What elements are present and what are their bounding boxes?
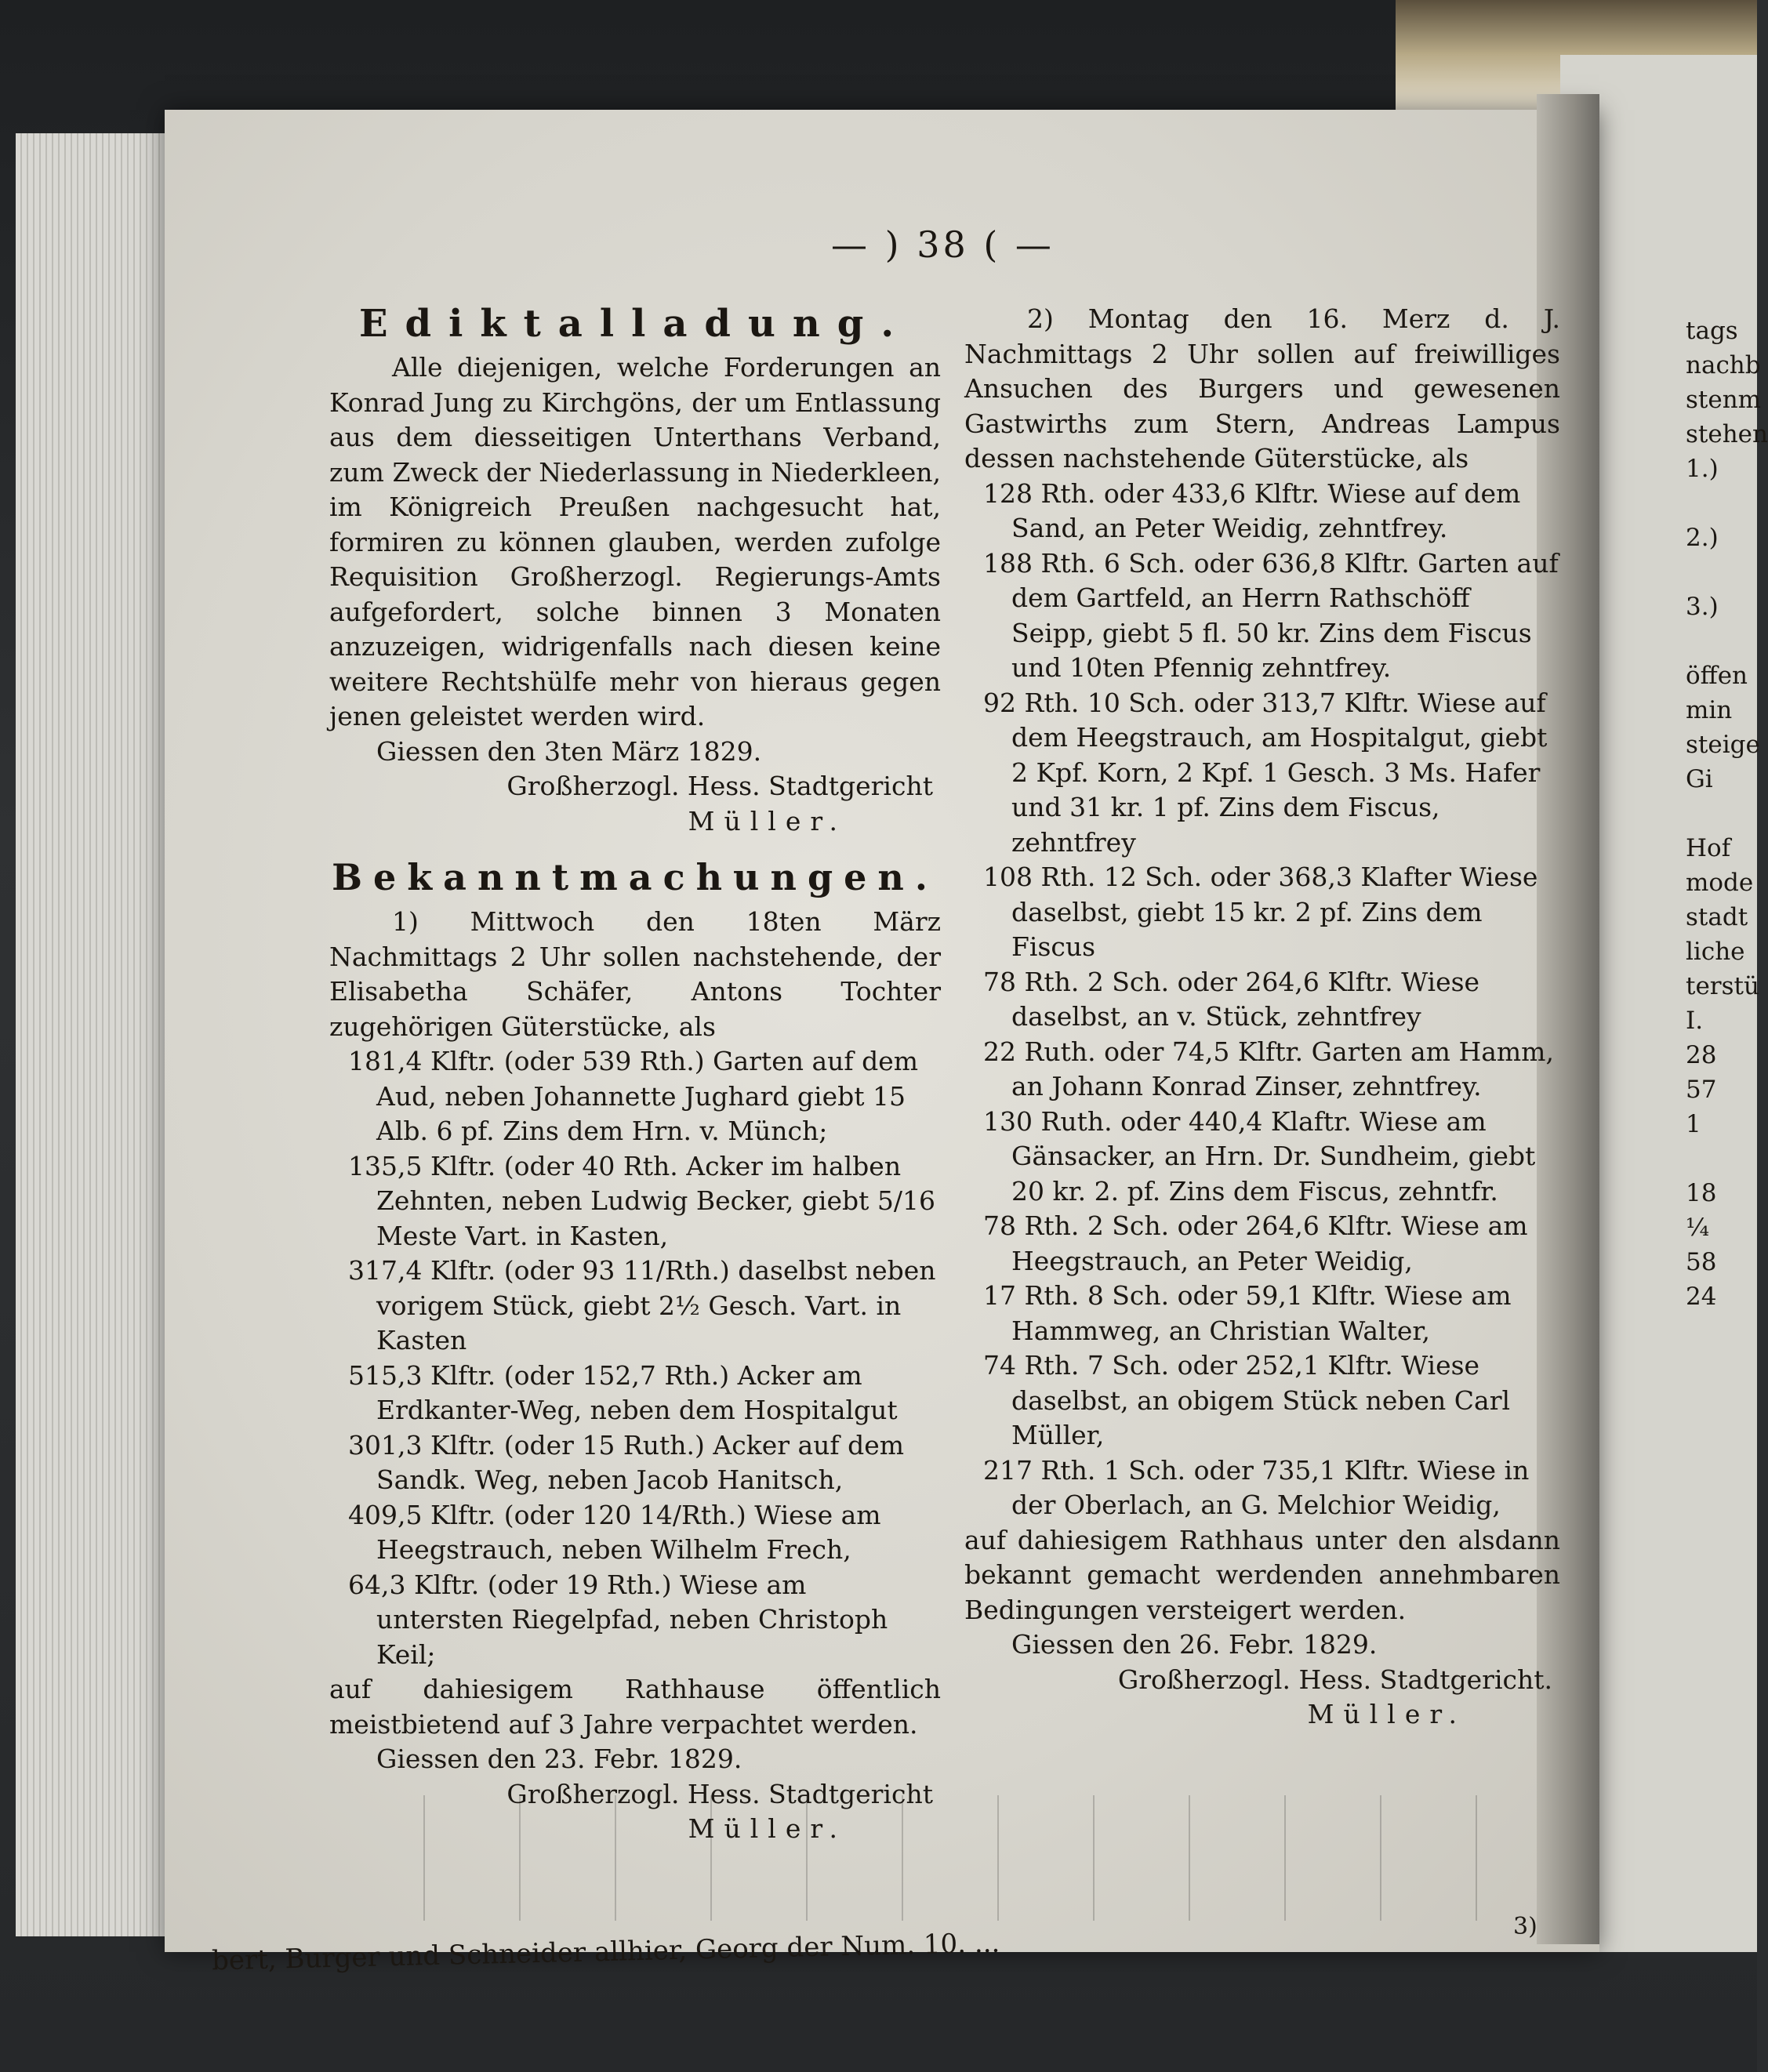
page-number: — ) 38 ( —: [831, 223, 1055, 266]
facing-page-fragment: mode: [1686, 869, 1754, 897]
list-item: 64,3 Klftr. (oder 19 Rth.) Wiese am untersten Riegelpfad, neben Christoph Keil;: [348, 1569, 888, 1670]
list-item: 135,5 Klftr. (oder 40 Rth. Acker im halben Zehnten, neben Ludwig Becker, giebt 5/16 Meste Vart. in Kasten,: [348, 1150, 935, 1251]
announcement-2-intro: 2) Montag den 16. Merz d. J. Nachmittags 2 Uhr sollen auf freiwilliges Ansuchen des Burgers und gewesenen Gastwirths zum Stern, Andreas Lampus dessen nachstehende Güterstücke, als: [964, 303, 1560, 474]
facing-page-fragment: 18: [1686, 1179, 1717, 1207]
list-item: 74 Rth. 7 Sch. oder 252,1 Klftr. Wiese daselbst, an obigem Stück neben Carl Müller,: [983, 1350, 1511, 1450]
facing-page-text: [1686, 314, 1768, 1314]
announcements-heading: Bekanntmachungen.: [332, 856, 938, 898]
facing-page-fragment: Gi: [1686, 765, 1713, 793]
list-item: 188 Rth. 6 Sch. oder 636,8 Klftr. Garten auf dem Gartfeld, an Herrn Rathschöff Seipp, giebt 5 fl. 50 kr. Zins dem Fiscus und 10ten Pfennig zehntfrey.: [983, 547, 1559, 683]
facing-page-fragment: [1686, 1141, 1756, 1176]
facing-page-fragment: I.: [1686, 1007, 1704, 1035]
announcement-1-items: [329, 1044, 941, 1672]
facing-page-fragment: 24: [1686, 1283, 1717, 1311]
list-item: 17 Rth. 8 Sch. oder 59,1 Klftr. Wiese am Hammweg, an Christian Walter,: [983, 1280, 1512, 1346]
announcement-2-closing: auf dahiesigem Rathhaus unter den alsdann bekannt gemacht werdenden annehmbaren Bedingungen versteigert werden.: [964, 1524, 1560, 1625]
edict-court: Großherzogl. Hess. Stadtgericht: [506, 771, 933, 801]
facing-page-fragment: öffen: [1686, 662, 1748, 690]
list-item: 317,4 Klftr. (oder 93 11/Rth.) daselbst neben vorigem Stück, giebt 2½ Gesch. Vart. in Kasten: [348, 1255, 936, 1355]
facing-page-fragment: 3.): [1686, 593, 1719, 621]
announcement-1-place-date: Giessen den 23. Febr. 1829.: [376, 1744, 742, 1774]
facing-page-fragment: [1686, 555, 1756, 590]
signature-mark: 3): [1513, 1913, 1537, 1940]
page-stack-left: [16, 133, 165, 1936]
list-item: 128 Rth. oder 433,6 Klftr. Wiese auf dem Sand, an Peter Weidig, zehntfrey.: [983, 477, 1521, 543]
facing-page-fragment: [1686, 624, 1756, 659]
edict-text: Alle diejenigen, welche Forderungen an Konrad Jung zu Kirchgöns, der um Entlassung aus dem diesseitigen Unterthans Verband, zum Zweck der Niederlassung in Niederkleen, im Königreich Preußen nachgesucht hat, formiren zu können glauben, werden zufolge Requisition Großherzogl. Regierungs-Amts aufgefordert, solche binnen 3 Monaten anzuzeigen, widrigenfalls nach diesen keine weitere Rechtshülfe mehr von hieraus gegen jenen geleistet werden wird.: [329, 352, 941, 731]
list-item: 130 Ruth. oder 440,4 Klaftr. Wiese am Gänsacker, an Hrn. Dr. Sundheim, giebt 20 kr. 2. pf. Zins dem Fiscus, zehntfr.: [983, 1105, 1536, 1207]
announcement-2-court: Großherzogl. Hess. Stadtgericht.: [1117, 1664, 1552, 1695]
list-item: 217 Rth. 1 Sch. oder 735,1 Klftr. Wiese in der Oberlach, an G. Melchior Weidig,: [983, 1454, 1530, 1520]
facing-page-fragment: tags: [1686, 317, 1738, 345]
next-page-bleed-line: bert, Burger und Schneider allhier, Georg der Num. 10. ...: [211, 1927, 1000, 1977]
facing-page-fragment: liche: [1686, 938, 1745, 966]
facing-page-fragment: [1686, 486, 1756, 521]
list-item: 409,5 Klftr. (oder 120 14/Rth.) Wiese am Heegstrauch, neben Wilhelm Frech,: [348, 1499, 881, 1565]
announcement-1-signature: Müller.: [688, 1813, 847, 1844]
facing-page-fragment: nachb: [1686, 351, 1761, 379]
facing-page-fragment: [1686, 797, 1756, 831]
list-item: 181,4 Klftr. (oder 539 Rth.) Garten auf dem Aud, neben Johannette Jughard giebt 15 Alb. 6 pf. Zins dem Hrn. v. Münch;: [348, 1046, 919, 1146]
list-item: 78 Rth. 2 Sch. oder 264,6 Klftr. Wiese daselbst, an v. Stück, zehntfrey: [983, 966, 1480, 1032]
announcement-1-court: Großherzogl. Hess. Stadtgericht: [506, 1778, 933, 1809]
list-item: 78 Rth. 2 Sch. oder 264,6 Klftr. Wiese am Heegstrauch, an Peter Weidig,: [983, 1210, 1528, 1276]
edict-place-date: Giessen den 3ten März 1829.: [376, 735, 762, 767]
list-item: 515,3 Klftr. (oder 152,7 Rth.) Acker am Erdkanter-Weg, neben dem Hospitalgut: [348, 1359, 898, 1425]
announcement-2-signature: Müller.: [1307, 1699, 1466, 1729]
list-item: 301,3 Klftr. (oder 15 Ruth.) Acker auf dem Sandk. Weg, neben Jacob Hanitsch,: [348, 1429, 905, 1495]
facing-page-fragment: Hof: [1686, 834, 1731, 862]
facing-page-fragment: stadt: [1686, 903, 1748, 931]
facing-page-fragment: stehen: [1686, 420, 1768, 448]
edict-heading: Ediktalladung.: [358, 302, 912, 346]
facing-page-fragment: 2.): [1686, 524, 1719, 552]
edict-signature: Müller.: [688, 805, 847, 836]
list-item: 108 Rth. 12 Sch. oder 368,3 Klafter Wiese daselbst, giebt 15 kr. 2 pf. Zins dem Fiscus: [983, 862, 1538, 962]
facing-page-fragment: 58: [1686, 1248, 1717, 1276]
facing-page-fragment: 1: [1686, 1110, 1701, 1138]
announcement-2-items: [964, 477, 1560, 1523]
facing-page-fragment: 28: [1686, 1041, 1717, 1069]
left-column: [329, 302, 941, 1847]
list-item: 92 Rth. 10 Sch. oder 313,7 Klftr. Wiese auf dem Heegstrauch, am Hospitalgut, giebt 2 Kpf. Korn, 2 Kpf. 1 Gesch. 3 Ms. Hafer und 31 kr. 1 pf. Zins dem Fiscus, zehntfrey: [983, 687, 1548, 858]
list-item: 22 Ruth. oder 74,5 Klftr. Garten am Hamm, an Johann Konrad Zinser, zehntfrey.: [983, 1036, 1554, 1101]
facing-page-fragment: 57: [1686, 1076, 1717, 1104]
announcement-2-place-date: Giessen den 26. Febr. 1829.: [1011, 1629, 1378, 1660]
facing-page-fragment: stenm: [1686, 386, 1762, 414]
facing-page-fragment: min: [1686, 696, 1733, 724]
announcement-1-closing: auf dahiesigem Rathhause öffentlich meistbietend auf 3 Jahre verpachtet werden.: [329, 1674, 941, 1740]
facing-page-fragment: 1.): [1686, 455, 1719, 483]
facing-page-fragment: ¼: [1686, 1214, 1710, 1242]
facing-page-fragment: steige: [1686, 731, 1760, 759]
announcement-1-intro: 1) Mittwoch den 18ten März Nachmittags 2 Uhr sollen nachstehende, der Elisabetha Schäfer, Antons Tochter zugehörigen Güterstücke, als: [329, 906, 941, 1042]
facing-page-fragment: terstü: [1686, 972, 1759, 1000]
right-column: [964, 302, 1560, 1733]
